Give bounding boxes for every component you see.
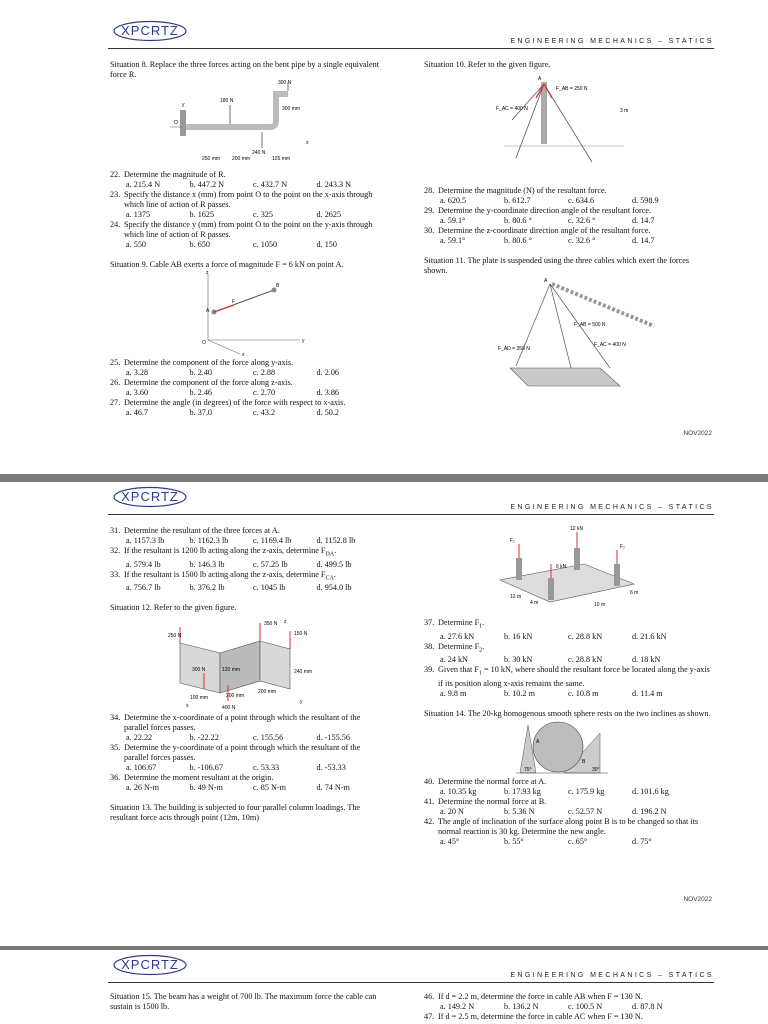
page-3	[0, 950, 768, 1024]
question-36: 36. Determine the moment resultant at the origin.	[110, 773, 274, 783]
dimension-label: 3 m	[620, 108, 629, 114]
force-label: 240 N	[252, 150, 266, 156]
choices-32: a. 579.4 lb b. 146.3 lb c. 57.25 lb d. 499.5 lb	[126, 559, 352, 569]
force-label: F₂	[620, 544, 625, 550]
dimension-label: 4 m	[530, 600, 539, 606]
question-24: 24. Specify the distance y (mm) from point O to the point on the y-axis through which line of action of R passes.	[110, 220, 373, 239]
force-label: F_AC = 400 N	[496, 106, 528, 112]
header-rule	[108, 48, 714, 49]
column-loadings-figure	[424, 522, 714, 618]
question-37: 37. Determine $F_1$.	[424, 618, 485, 630]
right-column	[424, 992, 714, 1022]
choices-30: a. 59.1° b. 80.6 ° c. 32.6 ° d. 14.7	[440, 236, 655, 245]
point-label: A	[206, 308, 210, 314]
header-rule	[108, 982, 714, 983]
dimension-label: 240 mm	[294, 669, 313, 676]
left-column	[110, 526, 380, 823]
course-header: ENGINEERING MECHANICS – STATICS	[510, 972, 714, 979]
question-31: 31. Determine the resultant of the three forces at A.	[110, 526, 280, 535]
choices-24: a. 550 b. 650 c. 1050 d. 150	[126, 240, 337, 249]
situation-15: Situation 15. The beam has a weight of 700 lb. The maximum force the cable can sustain is 1500 lb.	[110, 992, 377, 1011]
question-39: 39. Given that $F_1 = 10$ kN, where should the resultant force be located along the y-axis if its position along x-axis remains the same.	[424, 665, 710, 688]
situation-14: Situation 14. The 20-kg homogenous smooth sphere rests on the two inclines as shown.	[424, 708, 711, 718]
left-column	[110, 992, 380, 1012]
force-label: 350 N	[264, 621, 278, 628]
force-label: 250 N	[168, 633, 182, 640]
pole-cables-figure	[424, 70, 714, 186]
course-header: ENGINEERING MECHANICS – STATICS	[510, 504, 714, 511]
angle-label: 30°	[592, 766, 600, 773]
axis-label: x	[306, 140, 309, 146]
situation-12: Situation 12. Refer to the given figure.	[110, 603, 237, 613]
question-38: 38. Determine $F_2$.	[424, 641, 485, 654]
page-footer: NOV2022	[683, 430, 712, 437]
question-23: 23. Specify the distance x (mm) from point O to the point on the x-axis through which line of action of R passes.	[110, 190, 373, 209]
choices-26: a. 3.60 b. 2.46 c. 2.70 d. 3.86	[126, 388, 340, 397]
choices-36: a. 26 N-m b. 49 N-m c. 85 N-m d. 74 N-m	[126, 783, 350, 793]
dimension-label: 200 mm	[232, 156, 251, 162]
axis-label: z	[284, 619, 287, 626]
choices-27: a. 46.7 b. 37.0 c. 43.2 d. 50.2	[126, 408, 340, 417]
question-29: 29. Determine the y-coordinate direction angle of the resultant force.	[424, 206, 652, 215]
choices-33: a. 756.7 lb b. 376.2 lb c. 1045 lb d. 954.0 lb	[126, 583, 352, 593]
point-label: A	[536, 738, 540, 745]
suspended-plate-figure	[424, 276, 714, 396]
dimension-label: 10 m	[594, 602, 606, 608]
question-42: 42. The angle of inclination of the surface along point B is to be changed so that its normal reaction is 30 kg. Determine the new angle.	[424, 816, 699, 836]
question-25: 25. Determine the component of the force along y-axis.	[110, 358, 294, 367]
force-label: F_AB = 500 N	[574, 322, 606, 328]
question-34: 34. Determine the x-coordinate of a point through which the resultant of the parallel forces passes.	[110, 713, 361, 733]
choices-38: a. 24 kN b. 30 kN c. 28.8 kN d. 18 kN	[440, 655, 661, 665]
choices-28: a. 620.5 b. 612.7 c. 634.6 d. 598.9	[440, 196, 659, 205]
situation-13: Situation 13. The building is subjected to four parallel column loadings. The resultant force acts through point (12m, 10m)	[110, 803, 361, 823]
dimension-label: 100 mm	[190, 695, 209, 702]
choices-37: a. 27.6 kN b. 16 kN c. 28.8 kN d. 21.6 kN	[440, 631, 667, 641]
point-label: B	[582, 758, 586, 765]
xpcrtz-logo: XPCRTZ	[112, 20, 188, 42]
question-33: 33. If the resultant is 1500 lb acting along the z-axis, determine $F_{CA}$.	[110, 569, 336, 582]
cable-ab-figure	[110, 270, 380, 358]
course-header: ENGINEERING MECHANICS – STATICS	[510, 38, 714, 45]
choices-25: a. 3.28 b. 2.40 c. 2.88 d. 2.06	[126, 368, 340, 377]
situation-11: Situation 11. The plate is suspended using the three cables which exert the forces shown.	[424, 256, 690, 275]
axis-label: x	[242, 352, 245, 358]
dimension-label: 125 mm	[272, 156, 291, 162]
left-column	[110, 60, 380, 418]
xpcrtz-logo: XPCRTZ	[112, 486, 188, 508]
force-label: 12 kN	[570, 526, 584, 532]
question-46: 46. If d = 2.2 m, determine the force in cable AB when F = 130 N.	[424, 992, 643, 1001]
page-footer: NOV2022	[683, 896, 712, 903]
force-label: F_AD = 350 N	[498, 346, 530, 352]
force-label: F_AB = 250 N	[556, 86, 588, 92]
force-label: 300 N	[192, 667, 206, 674]
axis-label: y	[300, 699, 303, 706]
xpcrtz-logo: XPCRTZ	[112, 954, 188, 976]
choices-46: a. 149.2 N b. 136.2 N c. 100.5 N d. 87.8 N	[440, 1002, 663, 1011]
force-label: F₁	[510, 538, 515, 544]
bent-pipe-figure	[110, 80, 380, 170]
question-22: 22. Determine the magnitude of R.	[110, 170, 226, 179]
page-1	[0, 0, 768, 474]
force-label: 6 kN	[556, 564, 567, 570]
axis-label: z	[206, 270, 209, 276]
force-label: 180 N	[220, 98, 234, 104]
situation-9: Situation 9. Cable AB exerts a force of magnitude F = 6 kN on point A.	[110, 260, 344, 269]
choices-35: a. 106.67 b. -106.67 c. 53.33 d. -53.33	[126, 763, 346, 773]
axis-label: y	[302, 338, 305, 344]
force-label: 400 N	[222, 705, 236, 712]
dimension-label: 200 mm	[258, 689, 277, 696]
situation-8: Situation 8. Replace the three forces acting on the bent pipe by a single equivalent force R.	[110, 60, 379, 79]
question-41: 41. Determine the normal force at B.	[424, 796, 547, 806]
dimension-label: 200 mm	[226, 693, 245, 700]
axis-label: O	[174, 120, 178, 126]
page-2	[0, 482, 768, 946]
question-26: 26. Determine the component of the force along z-axis.	[110, 378, 293, 387]
dimension-label: 250 mm	[202, 156, 221, 162]
point-label: A	[544, 278, 548, 284]
force-label: 150 N	[294, 631, 308, 638]
axis-label: y	[182, 102, 185, 108]
right-column	[424, 522, 714, 847]
choices-40: a. 10.35 kg b. 17.93 kg c. 175.9 kg d. 101.6 kg	[440, 786, 669, 796]
choices-39: a. 9.8 m b. 10.2 m c. 10.8 m d. 11.4 m	[440, 688, 663, 698]
dimension-label: 120 mm	[222, 667, 241, 674]
force-label: F_AC = 400 N	[594, 342, 626, 348]
dimension-label: 300 mm	[282, 106, 301, 112]
choices-22: a. 215.4 N b. 447.2 N c. 432.7 N d. 243.3 N	[126, 180, 352, 189]
point-label: A	[538, 76, 542, 82]
angle-label: 75°	[524, 766, 532, 773]
question-35: 35. Determine the y-coordinate of a point through which the resultant of the parallel forces passes.	[110, 743, 361, 763]
point-label: B	[276, 283, 280, 289]
parallel-forces-figure	[110, 613, 380, 713]
dimension-label: 12 m	[510, 594, 522, 600]
question-27: 27. Determine the angle (in degrees) of the force with respect to x-axis.	[110, 398, 346, 407]
sphere-inclines-figure	[424, 719, 714, 777]
question-28: 28. Determine the magnitude (N) of the resultant force.	[424, 186, 607, 195]
question-32: 32. If the resultant is 1200 lb acting along the z-axis, determine $F_{DA}$.	[110, 546, 337, 558]
choices-31: a. 1157.3 lb b. 1162.3 lb c. 1169.4 lb d. 1152.8 lb	[126, 536, 356, 545]
header-rule	[108, 514, 714, 515]
choices-23: a. 1375 b. 1625 c. 325 d. 2625	[126, 210, 342, 219]
question-47: 47. If d = 2.5 m, determine the force in cable AC when F = 130 N.	[424, 1012, 643, 1021]
choices-34: a. 22.22 b. -22.22 c. 155.56 d. -155.56	[126, 733, 350, 743]
choices-42: a. 45° b. 55° c. 65° d. 75°	[440, 836, 652, 846]
question-40: 40. Determine the normal force at A.	[424, 776, 547, 786]
choices-29: a. 59.1° b. 80.6 ° c. 32.6 ° d. 14.7	[440, 216, 655, 225]
dimension-label: 6 m	[630, 590, 639, 596]
right-column	[424, 60, 714, 396]
force-label: 300 N	[278, 80, 292, 86]
force-label: F	[232, 299, 236, 305]
axis-label: O	[202, 340, 206, 346]
choices-41: a. 20 N b. 5.36 N c. 52.57 N d. 196.2 N	[440, 806, 667, 816]
question-30: 30. Determine the z-coordinate direction angle of the resultant force.	[424, 226, 651, 235]
axis-label: x	[186, 703, 189, 710]
situation-10: Situation 10. Refer to the given figure.	[424, 60, 551, 69]
